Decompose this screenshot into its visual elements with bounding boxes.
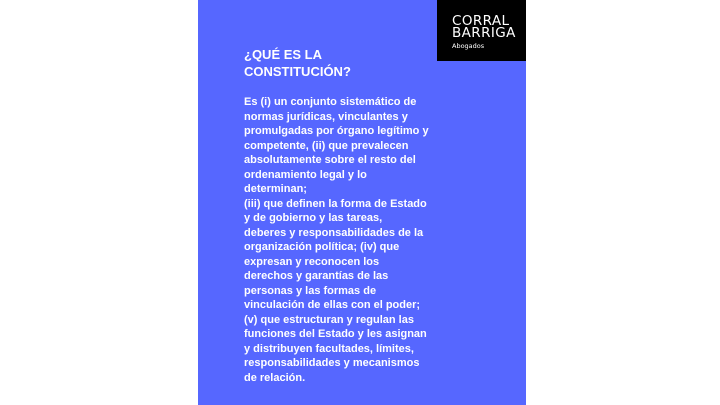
body-line: promulgadas por órgano legítimo y	[244, 125, 429, 137]
body-line: absolutamente sobre el resto del	[244, 154, 416, 166]
body-line: deberes y responsabilidades de la	[244, 226, 424, 239]
body-line: funciones del Estado y les asignan	[244, 328, 427, 340]
body-line: (iii) que definen la forma de Estado	[244, 197, 427, 210]
body-line: ordenamiento legal y lo	[244, 168, 367, 181]
body-line: organización política; (iv) que	[244, 241, 400, 253]
title-line-1: ¿QUÉ ES LA	[244, 47, 323, 62]
definition-text	[244, 95, 444, 385]
logo-subtitle: Abogados	[452, 42, 485, 50]
body-line: responsabilidades y mecanismos	[244, 357, 420, 369]
body-line: normas jurídicas, vinculantes y	[244, 110, 408, 123]
body-line: y de gobierno y las tareas,	[244, 212, 383, 224]
body-line: determinan;	[244, 183, 307, 195]
title-line-2: CONSTITUCIÓN?	[244, 64, 351, 79]
body-line: personas y las formas de	[244, 284, 377, 297]
body-line: derechos y garantías de las	[244, 270, 389, 282]
body-line: y distribuyen facultades, límites,	[244, 342, 414, 355]
body-line: (v) que estructuran y regulan las	[244, 313, 414, 326]
slide-title	[244, 46, 454, 80]
body-line: vinculación de ellas con el poder;	[244, 299, 421, 311]
body-line: competente, (ii) que prevalecen	[244, 139, 409, 152]
body-line: de relación.	[244, 371, 306, 384]
logo-line-corral: CORRAL	[452, 13, 510, 29]
body-line: Es (i) un conjunto sistemático de	[244, 96, 417, 108]
body-line: expresan y reconocen los	[244, 255, 380, 268]
logo-line-barriga: BARRIGA	[452, 25, 516, 41]
